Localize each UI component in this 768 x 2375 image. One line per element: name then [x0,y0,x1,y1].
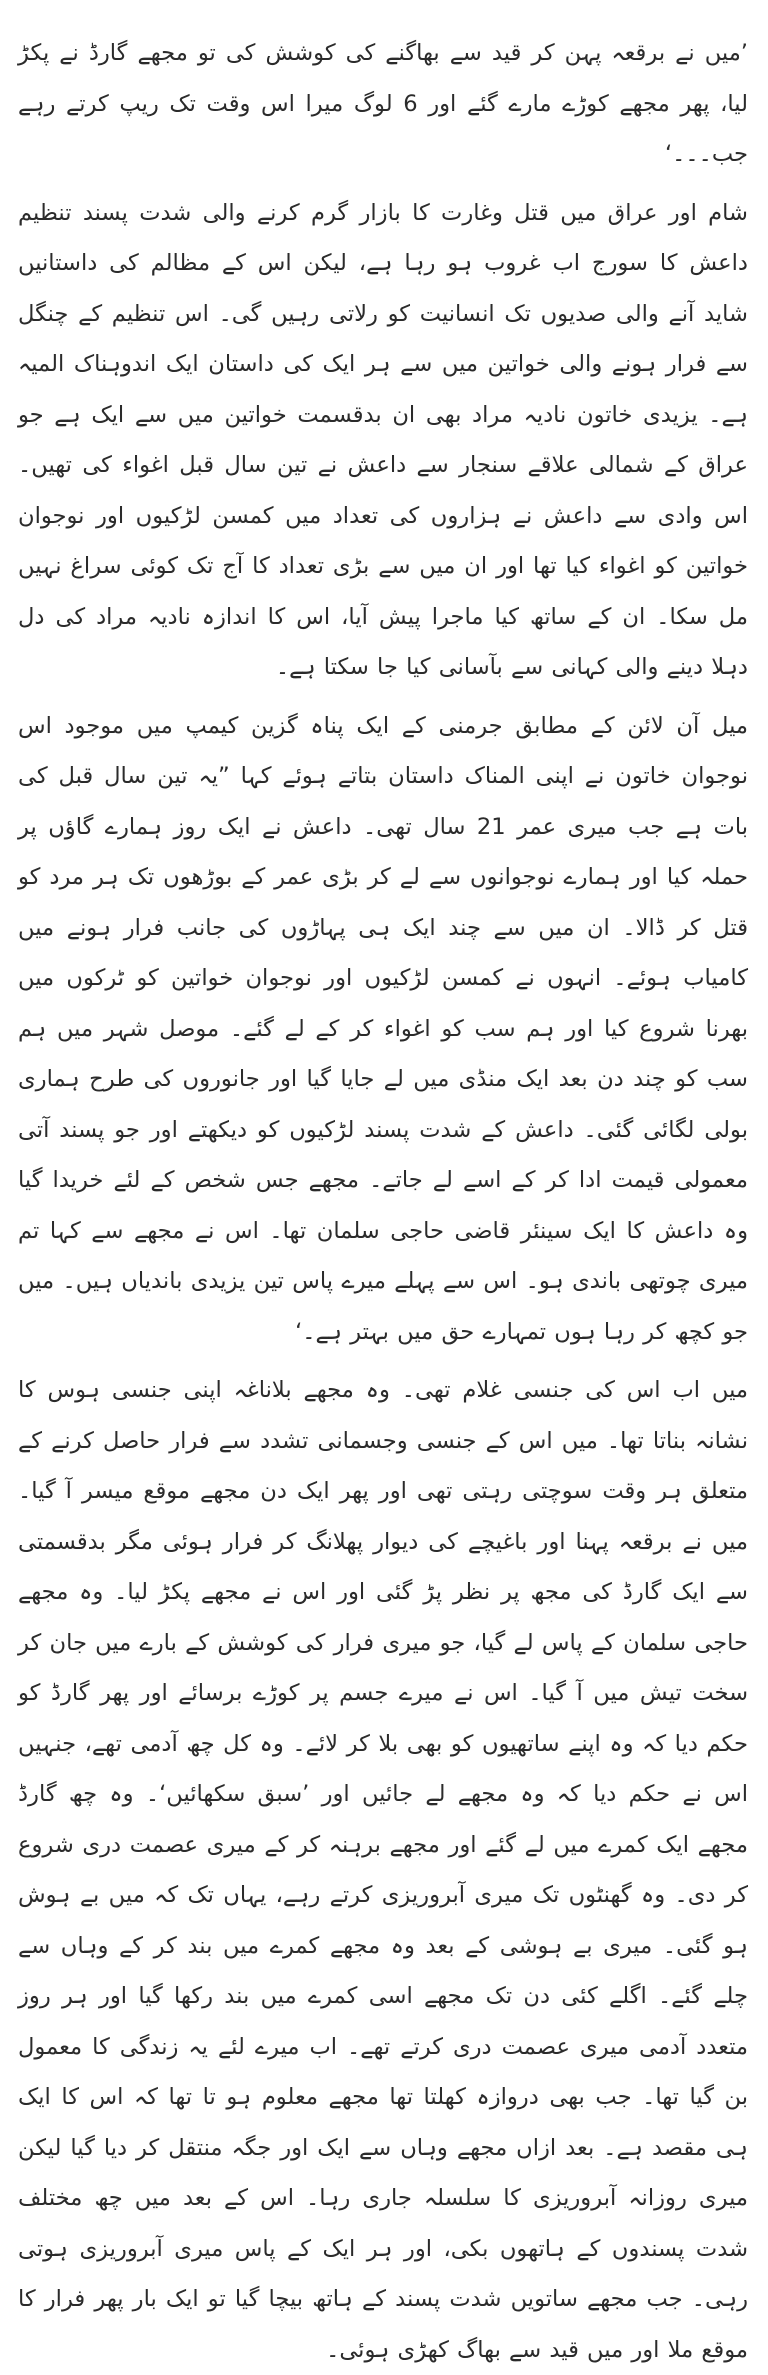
article-paragraph: میل آن لائن کے مطابق جرمنی کے ایک پناہ گزین کیمپ میں موجود اس نوجوان خاتون نے اپنی المناک داستان بتاتے ہوئے کہا ”یہ تین سال قبل کی بات ہے جب میری عمر 21 سال تھی۔ داعش نے ایک روز ہمارے گاؤں پر حملہ کیا اور ہمارے نوجوانوں سے لے کر بڑی عمر کے بوڑھوں تک ہر مرد کو قتل کر ڈالا۔ ان میں سے چند ایک ہی پہاڑوں کی جانب فرار ہونے میں کامیاب ہوئے۔ انہوں نے کمسن لڑکیوں اور نوجوان خواتین کو ٹرکوں میں بھرنا شروع کیا اور ہم سب کو اغواء کر کے لے گئے۔ موصل شہر میں ہم سب کو چند دن بعد ایک منڈی میں لے جایا گیا اور جانوروں کی طرح ہماری بولی لگائی گئی۔ داعش کے شدت پسند لڑکیوں کو دیکھتے اور جو پسند آتی معمولی قیمت ادا کر کے اسے لے جاتے۔ مجھے جس شخص کے لئے خریدا گیا وہ داعش کا ایک سینئر قاضی حاجی سلمان تھا۔ اس نے مجھے سے کہا تم میری چوتھی باندی ہو۔ اس سے پہلے میرے پاس تین یزیدی باندیاں ہیں۔ میں جو کچھ کر رہا ہوں تمہارے حق میں بہتر ہے۔‘ [18,712,749,1345]
article-paragraph: میں اب اس کی جنسی غلام تھی۔ وہ مجھے بلاناغہ اپنی جنسی ہوس کا نشانہ بناتا تھا۔ میں اس کے جنسی وجسمانی تشدد سے فرار حاصل کرنے کے متعلق ہر وقت سوچتی رہتی تھی اور پھر ایک دن مجھے موقع میسر آ گیا۔ میں نے برقعہ پہنا اور باغیچے کی دیوار پھلانگ کر فرار ہوئی مگر بدقسمتی سے ایک گارڈ کی مجھ پر نظر پڑ گئی اور اس نے مجھے پکڑ لیا۔ وہ مجھے حاجی سلمان کے پاس لے گیا، جو میری فرار کی کوشش کے بارے میں جان کر سخت تیش میں آ گیا۔ اس نے میرے جسم پر کوڑے برسائے اور پھر گارڈ کو حکم دیا کہ وہ اپنے ساتھیوں کو بھی بلا کر لائے۔ وہ کل چھ آدمی تھے، جنہیں اس نے حکم دیا کہ وہ مجھے لے جائیں اور ’سبق سکھائیں‘۔ وہ چھ گارڈ مجھے ایک کمرے میں لے گئے اور مجھے برہنہ کر کے میری عصمت دری شروع کر دی۔ وہ گھنٹوں تک میری آبروریزی کرتے رہے، یہاں تک کہ میں بے ہوش ہو گئی۔ میری بے ہوشی کے بعد وہ مجھے کمرے میں بند کر کے وہاں سے چلے گئے۔ اگلے کئی دن تک مجھے اسی کمرے میں بند رکھا گیا اور ہر روز متعدد آدمی میری عصمت دری کرتے تھے۔ اب میرے لئے یہ زندگی کا معمول بن گیا تھا۔ جب بھی دروازہ کھلتا تھا مجھے معلوم ہو تا تھا کہ اس کا ایک ہی مقصد ہے۔ بعد ازاں مجھے وہاں سے ایک اور جگہ منتقل کر دیا گیا لیکن میری روزانہ آبروریزی کا سلسلہ جاری رہا۔ اس کے بعد میں چھ مختلف شدت پسندوں کے ہاتھوں بکی، اور ہر ایک کے پاس میری آبروریزی ہوتی رہی۔ جب مجھے ساتویں شدت پسند کے ہاتھ بیچا گیا تو ایک بار پھر فرار کا موقع ملا اور میں قید سے بھاگ کھڑی ہوئی۔ [18,1377,748,2363]
article-paragraph: ’میں نے برقعہ پہن کر قید سے بھاگنے کی کوشش کی تو مجھے گارڈ نے پکڑ لیا، پھر مجھے کوڑے مارے گئے اور 6 لوگ میرا اس وقت تک ریپ کرتے رہے جب۔۔۔‘ [18,40,748,167]
article-paragraph: شام اور عراق میں قتل وغارت کا بازار گرم کرنے والی شدت پسند تنظیم داعش کا سورج اب غروب ہو رہا ہے، لیکن اس کے مظالم کی داستانیں شاید آنے والی صدیوں تک انسانیت کو رلاتی رہیں گی۔ اس تنظیم کے چنگل سے فرار ہونے والی خواتین میں سے ہر ایک کی داستان ایک اندوہناک المیہ ہے۔ یزیدی خاتون نادیہ مراد بھی ان بدقسمت خواتین میں سے ایک ہے جو عراق کے شمالی علاقے سنجار سے داعش نے تین سال قبل اغواء کی تھیں۔ اس وادی سے داعش نے ہزاروں کی تعداد میں کمسن لڑکیوں اور نوجوان خواتین کو اغواء کیا تھا اور ان میں سے بڑی تعداد کا آج تک کوئی سراغ نہیں مل سکا۔ ان کے ساتھ کیا ماجرا پیش آیا، اس کا اندازہ نادیہ مراد کی دل دہلا دینے والی کہانی سے بآسانی کیا جا سکتا ہے۔ [18,199,748,680]
